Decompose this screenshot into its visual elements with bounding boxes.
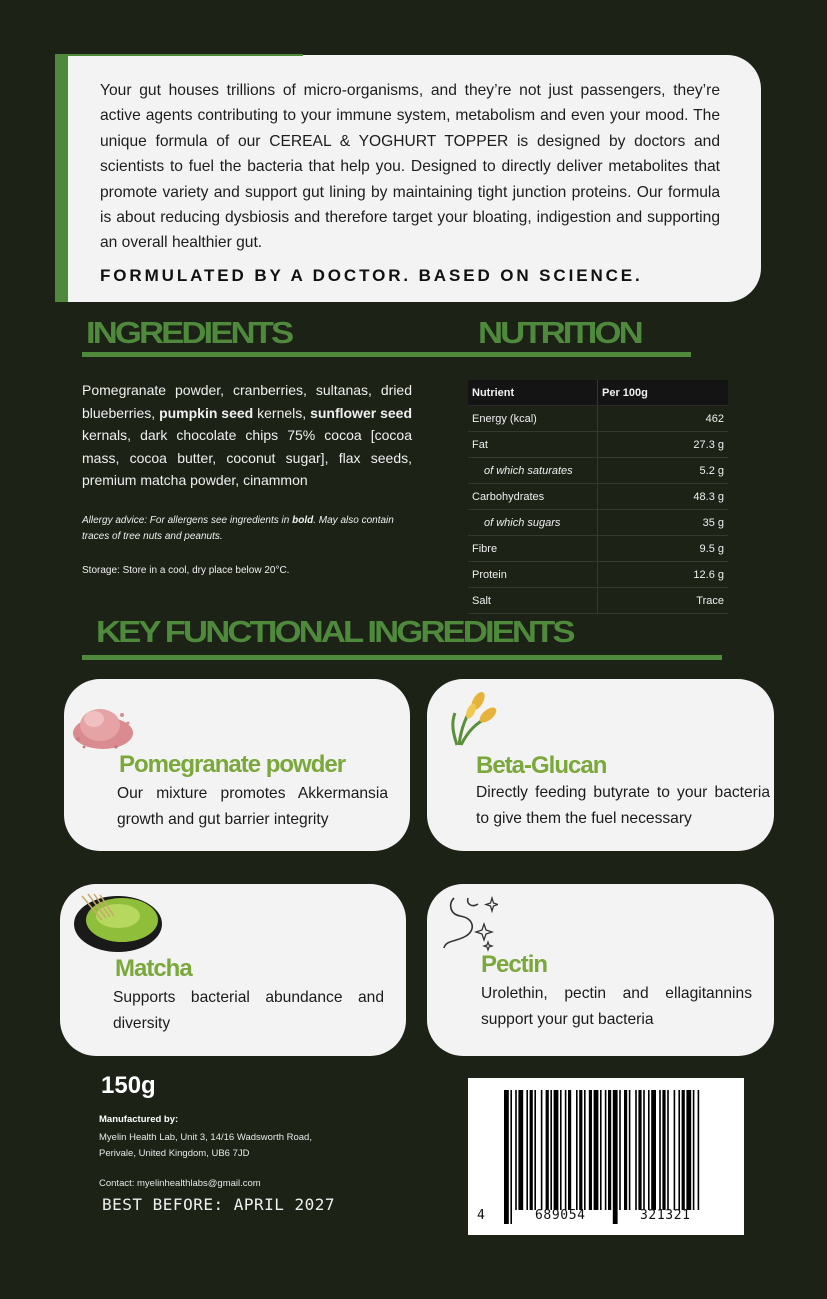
storage-advice: Storage: Store in a cool, dry place below 20°C.	[82, 565, 290, 576]
key-ingredients-heading: KEY FUNCTIONAL INGREDIENTS	[96, 614, 573, 649]
barcode-bar	[643, 1090, 645, 1210]
barcode-bar	[546, 1090, 549, 1210]
barcode-bar	[515, 1090, 517, 1210]
barcode-bar	[629, 1090, 631, 1210]
barcode-bar	[584, 1090, 586, 1210]
barcode-bar	[635, 1090, 637, 1210]
ingredients-allergen: sunflower seed	[310, 404, 412, 421]
barcode-bar	[693, 1090, 695, 1210]
nutrition-heading: NUTRITION	[478, 315, 641, 350]
barcode-bar	[638, 1090, 641, 1210]
allergy-advice	[82, 513, 422, 545]
card-description: Urolethin, pectin and ellagitannins support your gut bacteria	[481, 985, 752, 1028]
barcode-bar	[651, 1090, 656, 1210]
barcode-bar	[600, 1090, 602, 1210]
nutrient-name: of which saturates	[468, 458, 598, 483]
matcha-bowl-icon	[72, 890, 164, 954]
barcode-bar	[518, 1090, 523, 1210]
nutrient-value: 35 g	[702, 516, 724, 529]
nutrient-value: 48.3 g	[693, 490, 724, 503]
address-line: Myelin Health Lab, Unit 3, 14/16 Wadsworth Road,	[99, 1132, 312, 1143]
barcode-bars	[468, 1078, 744, 1235]
barcode-bar	[504, 1090, 509, 1224]
barcode-digit-first: 4	[477, 1208, 485, 1223]
allergy-text: . May also contain traces of tree nuts and peanuts.	[82, 515, 394, 542]
nutrient-name: Protein	[468, 562, 598, 587]
ingredients-list	[82, 379, 412, 492]
card-description: Our mixture promotes Akkermansia growth and gut barrier integrity	[117, 785, 388, 828]
barcode-bar	[686, 1090, 691, 1210]
allergy-text: Allergy advice: For allergens see ingredients in	[82, 515, 293, 526]
nutrition-row	[468, 406, 728, 432]
nutrient-name: Energy (kcal)	[468, 406, 598, 431]
nutrition-row	[468, 536, 728, 562]
heading-underline	[82, 655, 722, 660]
barcode-bar	[550, 1090, 552, 1210]
nutrient-value: 27.3 g	[693, 438, 724, 451]
nutrition-row	[468, 562, 728, 588]
barcode-bar	[608, 1090, 611, 1210]
net-weight: 150g	[101, 1072, 156, 1099]
card-title: Pomegranate powder	[119, 751, 346, 778]
pomegranate-powder-icon	[70, 697, 136, 755]
nutrient-col-header: Nutrient	[468, 380, 598, 405]
barcode-bar	[579, 1090, 582, 1210]
barcode-bar	[667, 1090, 669, 1210]
ingredients-heading: INGREDIENTS	[86, 315, 292, 350]
intro-paragraph: Your gut houses trillions of micro-organisms, and they’re not just passengers, they’re active agents contributing to your immune system, metabolism and even your mood. The unique formula of our CEREAL & YOGHURT TOPPER is designed by doctors and scientists to fuel the bacteria that help you. Designed to directly deliver metabolites that promote variety and support gut lining by maintaining tight junction proteins. Our formula is about reducing dysbiosis and therefore target your bloating, indigestion and supporting an overall healthier gut.	[100, 82, 720, 252]
barcode-bar	[659, 1090, 661, 1210]
barcode-bar	[530, 1090, 533, 1210]
grain-icon	[447, 689, 497, 747]
best-before-date: BEST BEFORE: APRIL 2027	[102, 1195, 336, 1214]
nutrition-row	[468, 484, 728, 510]
barcode-bar	[526, 1090, 528, 1210]
barcode-bar	[674, 1090, 676, 1210]
allergy-bold-word: bold	[292, 515, 314, 526]
nutrient-value: Trace	[696, 594, 724, 607]
barcode-bar	[624, 1090, 627, 1210]
barcode-bar	[605, 1090, 607, 1210]
card-title: Pectin	[481, 951, 548, 978]
barcode-bar	[678, 1090, 680, 1210]
card-title: Matcha	[115, 955, 192, 982]
ingredients-allergen: pumpkin seed	[159, 404, 254, 421]
nutrient-name: Fibre	[468, 536, 598, 561]
nutrient-name: Salt	[468, 588, 598, 613]
nutrient-value: 462	[705, 412, 724, 425]
nutrition-row	[468, 588, 728, 614]
nutrient-name: Fat	[468, 432, 598, 457]
barcode-bar	[682, 1090, 685, 1210]
nutrient-name: of which sugars	[468, 510, 598, 535]
barcode-bar	[648, 1090, 650, 1210]
barcode-bar	[589, 1090, 592, 1210]
intro-tagline: FORMULATED BY A DOCTOR. BASED ON SCIENCE.	[100, 266, 643, 285]
barcode-bar	[576, 1090, 578, 1210]
manufacturer-label: Manufactured by:	[99, 1114, 179, 1125]
nutrition-row	[468, 458, 728, 484]
barcode-bar	[662, 1090, 665, 1210]
barcode-bar	[554, 1090, 559, 1210]
barcode-group-right: 321321	[640, 1208, 691, 1223]
ingredients-part: kernels,	[253, 404, 311, 421]
nutrition-header-row	[468, 380, 728, 406]
barcode-bar	[565, 1090, 567, 1210]
barcode-group-left: 689054	[535, 1208, 586, 1223]
barcode-bar	[534, 1090, 536, 1210]
barcode-bar	[698, 1090, 700, 1210]
nutrient-name: Carbohydrates	[468, 484, 598, 509]
card-description: Directly feeding butyrate to your bacteria to give them the fuel necessary	[476, 784, 770, 827]
nutrition-row	[468, 510, 728, 536]
barcode-bar	[541, 1090, 543, 1210]
barcode-bar	[568, 1090, 571, 1210]
manufacturer-address	[99, 1130, 359, 1161]
address-line: Perivale, United Kingdom, UB6 7JD	[99, 1147, 250, 1159]
barcode-bar	[560, 1090, 562, 1210]
barcode-bar	[619, 1090, 621, 1210]
ingredients-part: Pomegranate powder, cranberries, sultanas, dried blueberries,	[82, 382, 412, 421]
card-title: Beta-Glucan	[476, 752, 607, 779]
heading-underline	[82, 352, 691, 357]
barcode-bar	[510, 1090, 512, 1224]
barcode-bar	[613, 1090, 618, 1224]
ingredients-part: kernals, dark chocolate chips 75% cocoa [cocoa mass, cocoa butter, coconut sugar], flax seeds, premium matcha powder, cinammon	[82, 427, 412, 488]
intro-accent-line	[55, 54, 303, 56]
intro-accent-bar	[55, 55, 68, 302]
contact-email: Contact: myelinhealthlabs@gmail.com	[99, 1178, 261, 1189]
nutrition-row	[468, 432, 728, 458]
card-description: Supports bacterial abundance and diversity	[113, 989, 384, 1032]
nutrient-value: 5.2 g	[699, 464, 724, 477]
barcode	[468, 1078, 744, 1235]
barcode-bar	[594, 1090, 599, 1210]
per100g-col-header: Per 100g	[602, 386, 648, 399]
gut-sparkle-icon	[440, 894, 498, 952]
nutrient-value: 9.5 g	[699, 542, 724, 555]
nutrition-table	[468, 380, 728, 614]
nutrient-value: 12.6 g	[693, 568, 724, 581]
